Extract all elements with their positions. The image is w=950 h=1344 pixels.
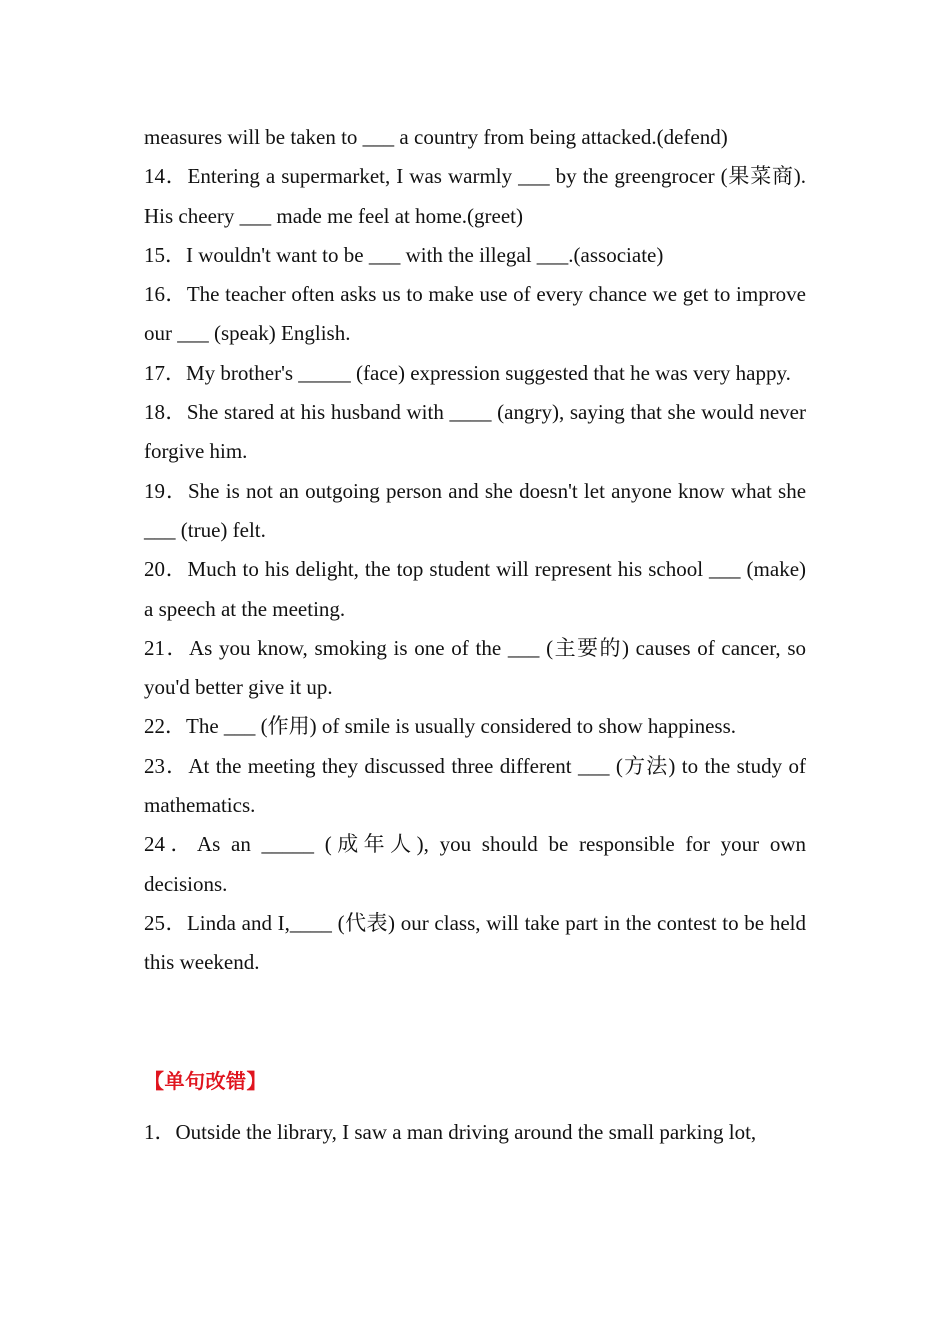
item-number: 19． [144, 478, 188, 503]
item-text: Linda and I,____ (代表) our class, will take part in the contest to be held this weekend. [144, 910, 806, 975]
item-text: I wouldn't want to be ___ with the illegal ___.(associate) [186, 242, 664, 267]
exercise-item-20 [144, 550, 806, 629]
correction-item-1 [144, 1113, 806, 1152]
item-text: She stared at his husband with ____ (angry), saying that she would never forgive him. [144, 400, 806, 464]
item-number: 16． [144, 282, 187, 307]
item-text: At the meeting they discussed three different ___ (方法) to the study of mathematics. [144, 753, 807, 818]
exercise-item-23 [144, 747, 806, 826]
item-text: The ___ (作用) of smile is usually considered to show happiness. [186, 714, 736, 739]
section-title: 【单句改错】 [144, 1068, 267, 1093]
item-number: 14． [144, 164, 188, 189]
item-text: As an _____ (成年人), you should be responsible for your own decisions. [144, 832, 806, 896]
exercise-item-16 [144, 275, 806, 354]
exercise-item-19 [144, 472, 806, 551]
item-text: My brother's _____ (face) expression suggested that he was very happy. [186, 360, 791, 385]
item-number: 20． [144, 557, 188, 582]
item-number: 17． [144, 360, 186, 385]
section-spacer [144, 983, 806, 1062]
item-text: The teacher often asks us to make use of every chance we get to improve our ___ (speak) English. [144, 282, 807, 346]
item-text: She is not an outgoing person and she doesn't let anyone know what she ___ (true) felt. [144, 478, 807, 542]
exercise-item-15 [144, 236, 806, 275]
item-number: 21． [144, 635, 189, 660]
item-text: As you know, smoking is one of the ___ (主要的) causes of cancer, so you'd better give it up. [144, 635, 806, 700]
exercise-item-17 [144, 354, 806, 393]
item-number: 15． [144, 242, 186, 267]
item-number: 18． [144, 400, 187, 425]
item-text: Much to his delight, the top student will represent his school ___ (make) a speech at the meeting. [144, 557, 807, 621]
item-text: measures will be taken to ___ a country from being attacked.(defend) [144, 125, 728, 149]
document-content [144, 118, 806, 1152]
exercise-item-13-continuation [144, 118, 806, 157]
exercise-item-18 [144, 393, 806, 472]
item-number: 24． [144, 832, 197, 857]
item-text: Outside the library, I saw a man driving around the small parking lot, [175, 1119, 757, 1144]
item-text: Entering a supermarket, I was warmly ___ by the greengrocer (果菜商). His cheery ___ made me feel at home.(greet) [144, 164, 806, 228]
exercise-item-14 [144, 157, 806, 236]
exercise-item-24 [144, 825, 806, 904]
exercise-item-22 [144, 707, 806, 746]
item-number: 1． [144, 1119, 176, 1144]
item-number: 25． [144, 910, 187, 935]
exercise-item-21 [144, 629, 806, 708]
exercise-item-25 [144, 904, 806, 983]
item-number: 22． [144, 714, 186, 739]
item-number: 23． [144, 753, 189, 778]
